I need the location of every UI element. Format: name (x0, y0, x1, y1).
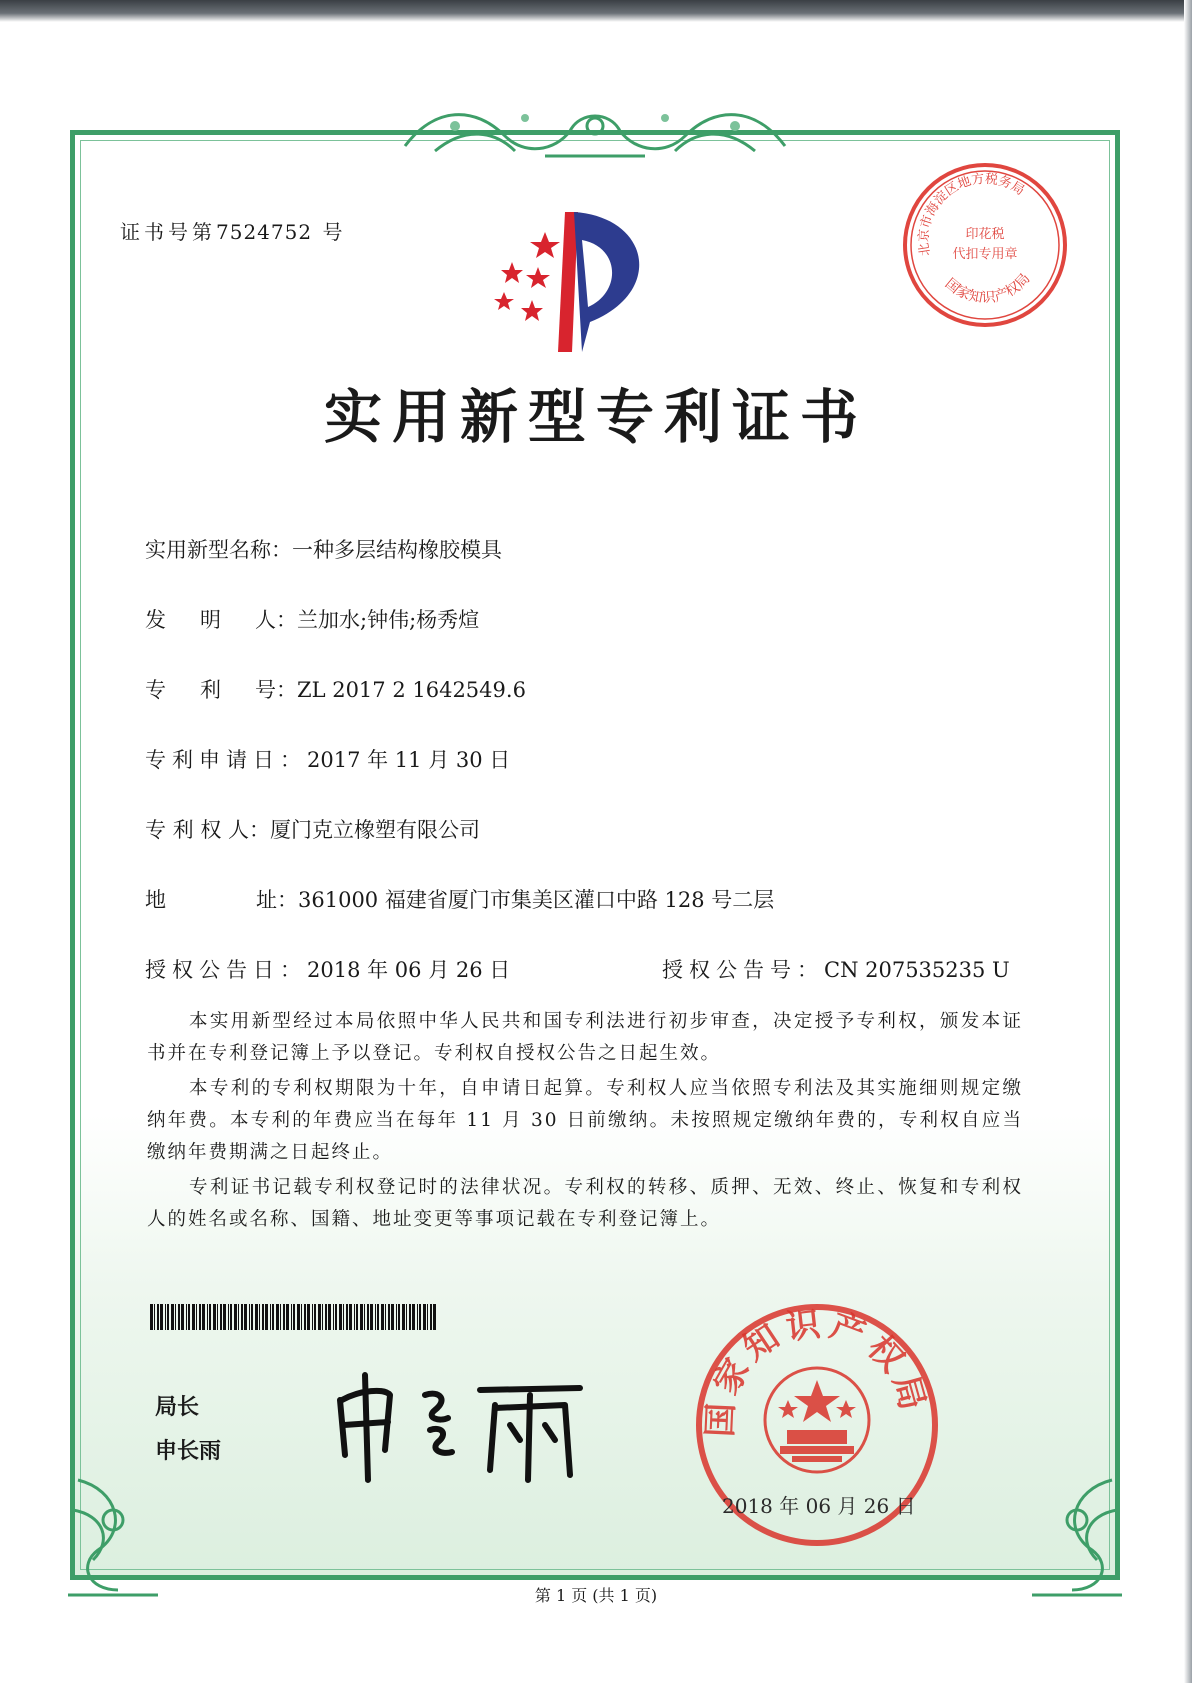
field-label: 明 (200, 608, 255, 632)
national-emblem-icon (765, 1368, 869, 1472)
certificate-number (120, 216, 346, 245)
tax-stamp-bottom-text: 国家知识产权局 (941, 270, 1034, 307)
certificate-number-suffix: 号 (322, 220, 347, 244)
director-block (155, 1386, 221, 1474)
field-value: 2017 年 11 月 30 日 (307, 748, 511, 772)
top-ornament-icon (395, 96, 795, 166)
field-label: 专利申请日： (145, 748, 307, 772)
certificate-title: 实用新型专利证书 (323, 383, 868, 451)
signature-icon (330, 1360, 590, 1490)
tax-stamp-ring-text: 北京市海淀区地方税务局 (916, 171, 1027, 257)
certificate-number-value: 7524752 (216, 220, 313, 244)
tax-stamp-center-line1: 印花税 (965, 227, 1005, 242)
director-title: 局长 (155, 1395, 200, 1420)
field-patent-number (145, 674, 526, 704)
field-filing-date (145, 744, 510, 774)
certificate-number-prefix: 证书号第 (120, 220, 216, 244)
field-label: 址： (256, 888, 298, 912)
notice-paragraph: 本专利的专利权期限为十年，自申请日起算。专利权人应当依照专利法及其实施细则规定缴纳年费。本专利的年费应当在每年 11 月 30 日前缴纳。未按照规定缴纳年费的，专利权自应当缴纳年费期满之日起终止。 (147, 1078, 1023, 1163)
field-label: 专 利 权 人： (145, 818, 271, 842)
field-label: 实用新型名称： (145, 538, 292, 562)
svg-text:国家知识产权局 (942, 271, 1034, 307)
notice-paragraph: 本实用新型经过本局依照中华人民共和国专利法进行初步审查，决定授予专利权，颁发本证书并在专利登记簿上予以登记。专利权自授权公告之日起生效。 (147, 1011, 1023, 1064)
notice-paragraph: 专利证书记载专利权登记时的法律状况。专利权的转移、质押、无效、终止、恢复和专利权人的姓名或名称、国籍、地址变更等事项记载在专利登记簿上。 (147, 1177, 1023, 1230)
field-value: 厦门克立橡塑有限公司 (270, 818, 481, 842)
corner-ornament-icon (58, 1470, 168, 1600)
field-grant-date (145, 954, 510, 984)
tax-stamp (900, 160, 1070, 330)
field-value: ZL 2017 2 1642549.6 (297, 678, 526, 702)
field-label: 地 (145, 888, 256, 912)
field-label: 人： (255, 608, 297, 632)
page-indicator: 第 1 页 (共 1 页) (534, 1586, 658, 1605)
field-label: 授权公告号： (662, 958, 824, 982)
field-label: 发 (145, 608, 200, 632)
field-grant-number (662, 954, 1010, 984)
field-label: 号： (255, 678, 297, 702)
field-value: CN 207535235 U (824, 958, 1010, 982)
field-value: 兰加水;钟伟;杨秀煊 (297, 608, 480, 632)
seal-date: 2018 年 06 月 26 日 (722, 1494, 916, 1518)
seal-ring-text: 国家知识产权局 (700, 1303, 935, 1438)
field-patentee (145, 814, 480, 844)
corner-ornament-icon (1022, 1470, 1132, 1600)
field-value: 2018 年 06 月 26 日 (307, 958, 511, 982)
cnipa-logo-icon (490, 212, 680, 357)
field-value: 一种多层结构橡胶模具 (292, 538, 502, 562)
field-label: 利 (200, 678, 255, 702)
svg-text:国家知识产权局 (700, 1304, 934, 1438)
field-inventor (145, 604, 479, 634)
barcode-icon (150, 1304, 440, 1330)
field-label: 专 (145, 678, 200, 702)
field-utility-model-name (145, 534, 502, 564)
scan-edge (0, 0, 1192, 22)
scan-edge-right (1184, 0, 1192, 1683)
field-label: 授权公告日： (145, 958, 307, 982)
field-address (145, 884, 774, 914)
field-value: 361000 福建省厦门市集美区灌口中路 128 号二层 (298, 888, 775, 912)
tax-stamp-center-line2: 代扣专用章 (952, 247, 1018, 262)
director-name: 申长雨 (155, 1439, 222, 1464)
